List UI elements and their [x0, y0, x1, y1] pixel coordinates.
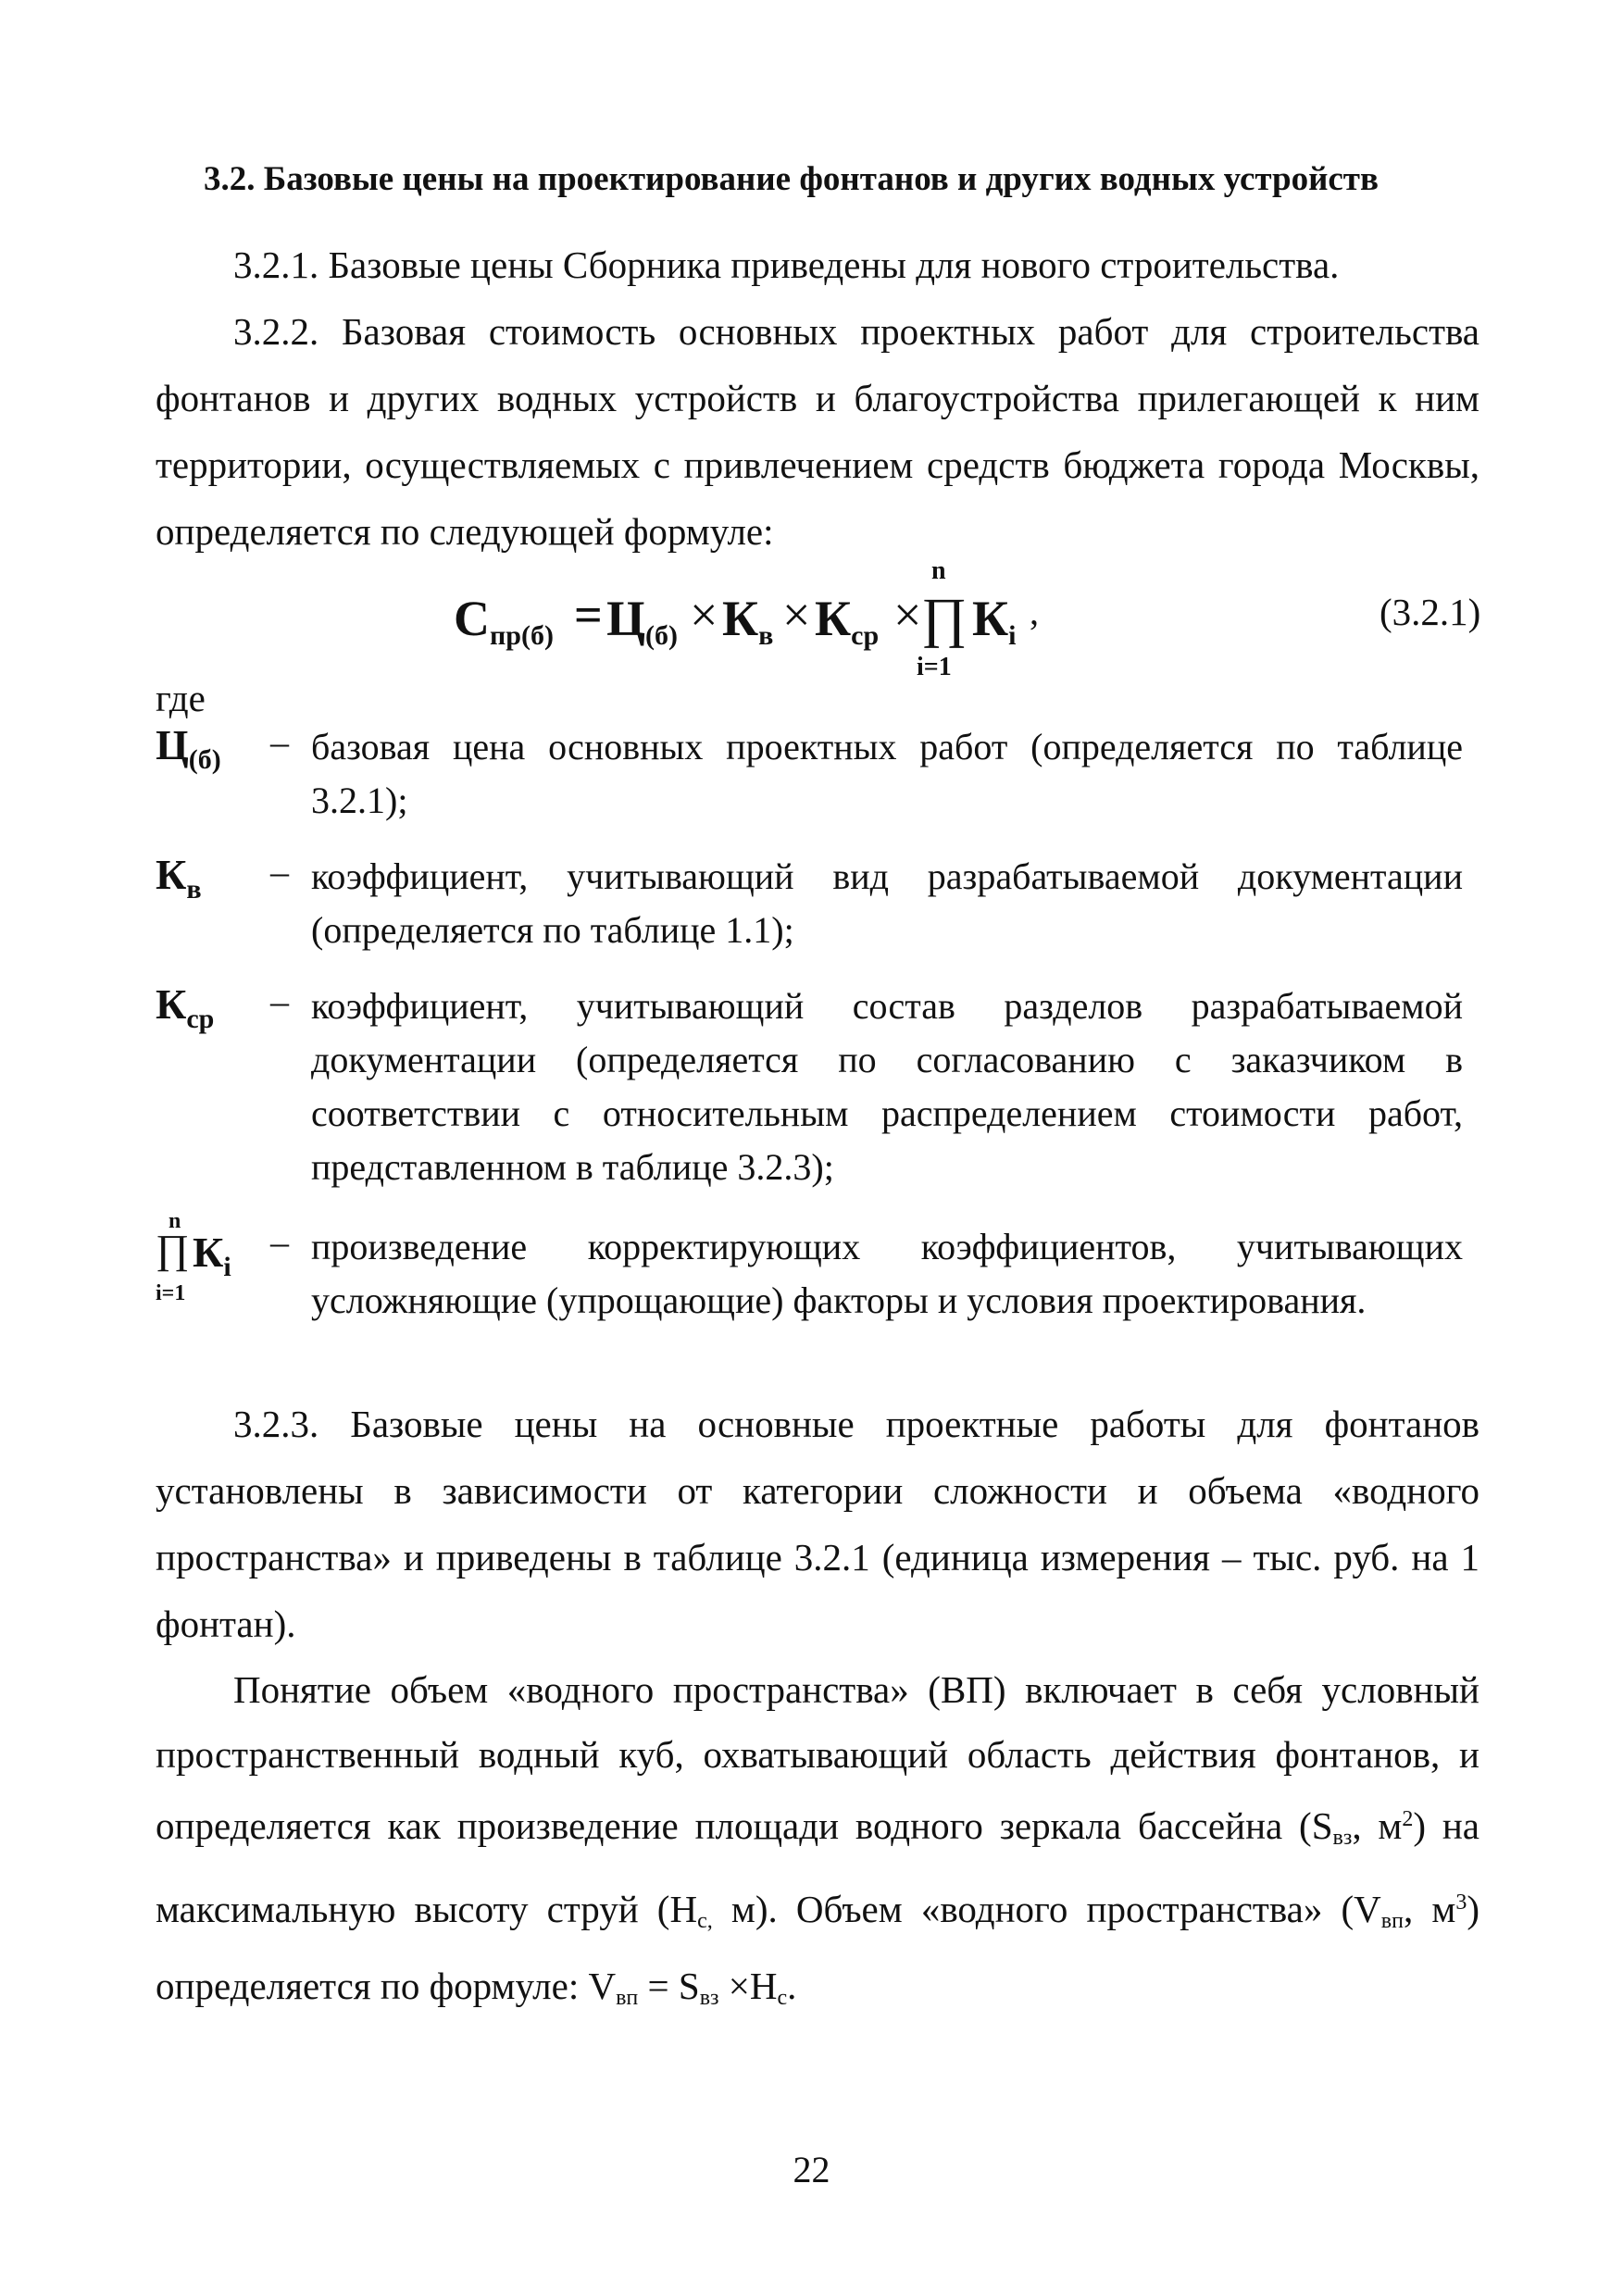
definition-dash: –: [270, 851, 289, 892]
paragraph-3-2-2: 3.2.2. Базовая стоимость основных проектных работ для строительства фонтанов и других водных устройств и благоустройства прилегающей к ним территории, осуществляемых с привлечением средств бюджета города Москвы, определяется по следующей формуле:: [156, 310, 1479, 553]
definition-dash: –: [270, 721, 289, 763]
formula-prod-lower: i=1: [917, 653, 952, 681]
formula-ts: $Ц_{(б)}$: [606, 591, 678, 651]
where-label: где: [156, 677, 206, 719]
formula-c: $С_{пр(б)}$: [454, 591, 554, 651]
formula-number: (3.2.1): [1380, 591, 1481, 633]
definition-symbol: $К_в$: [156, 851, 202, 905]
definition-text: коэффициент, учитывающий состав разделов разрабатываемой документации (определяется по согласованию с заказчиком в соответствии с относительным распределением стоимости работ, представленном в таблице 3.2.3);: [311, 985, 1463, 1188]
formula-ksr: $К_{ср}$: [815, 591, 880, 651]
definition-symbol: $К_{ср}$: [156, 980, 215, 1034]
definition-dash: –: [270, 980, 289, 1022]
definition-text: базовая цена основных проектных работ (определяется по таблице 3.2.1);: [311, 726, 1463, 821]
definition-product-symbol: n ∏ $К_i$ i=1: [156, 1209, 231, 1305]
formula-prod-upper: n: [931, 556, 946, 585]
formula-kv: $К_в$: [722, 591, 774, 651]
definition-ts: [156, 720, 1470, 822]
definition-ksr: [156, 980, 1470, 1192]
formula-times-1: ×: [690, 587, 718, 643]
cost-formula: [454, 556, 1102, 699]
formula-times-2: ×: [782, 587, 811, 643]
definition-product: [156, 1209, 1470, 1331]
formula-equals: =: [574, 587, 603, 643]
section-heading: 3.2. Базовые цены на проектирование фонтанов и других водных устройств: [204, 160, 1379, 198]
paragraph-3-2-3: 3.2.3. Базовые цены на основные проектные работы для фонтанов установлены в зависимости от категории сложности и объема «водного пространства» и приведены в таблице 3.2.1 (единица измерения – тыс. руб. на 1 фонтан).: [156, 1403, 1479, 1645]
definition-dash: –: [270, 1221, 289, 1263]
definition-text: произведение корректирующих коэффициентов, учитывающих усложняющие (упрощающие) факторы и условия проектирования.: [311, 1226, 1463, 1321]
definition-symbol: $Ц_{(б)}$: [156, 721, 221, 775]
definition-kv: [156, 850, 1470, 952]
paragraph-water-space: Понятие объем «водного пространства» (ВП) включает в себя условный пространственный водный куб, охватывающий область действия фонтанов, и определяется как произведение площади водного зеркала бассейна ($S_{вз}$, $м^2$) на максимальную высоту струй ($Н_{с,}$ м). Объем «водного пространства» ($V_{вп}$, $м^3$) определяется по формуле: $V_{вп} = S_{вз} \times Н_с$.: [156, 1668, 1480, 2010]
paragraph-3-2-1: 3.2.1. Базовые цены Сборника приведены для нового строительства.: [233, 243, 1340, 286]
definition-text: коэффициент, учитывающий вид разрабатываемой документации (определяется по таблице 1.1);: [311, 855, 1463, 951]
formula-ki: $К_i$: [972, 591, 1017, 651]
page-number: 22: [793, 2149, 830, 2190]
formula-product-symbol: ∏: [921, 587, 968, 648]
formula-comma: ,: [1030, 591, 1039, 632]
formula-times-3: ×: [893, 587, 922, 643]
